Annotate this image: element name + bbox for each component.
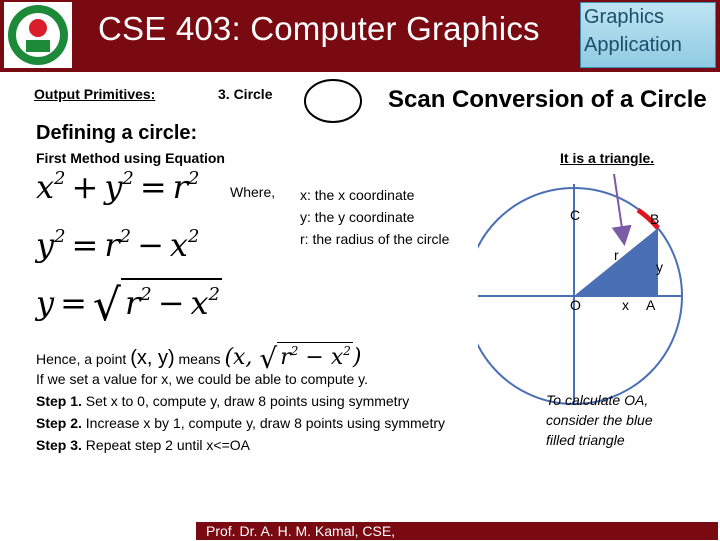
- hence-means: means: [178, 351, 221, 367]
- definition-y: y: the y coordinate: [300, 209, 415, 225]
- university-logo: [4, 2, 72, 68]
- defining-heading: Defining a circle:: [36, 122, 198, 144]
- where-label: Where,: [230, 184, 276, 200]
- steps-block: [36, 368, 445, 456]
- side-note: To calculate OA, consider the blue filled triangle: [546, 392, 653, 448]
- topic-label: 3. Circle: [218, 86, 273, 102]
- tag-line-2: Application: [584, 34, 682, 56]
- slide-title: CSE 403: Computer Graphics: [98, 10, 540, 47]
- hence-prefix: Hence, a point: [36, 351, 127, 367]
- step-3: Step 3. Repeat step 2 until x<=OA: [36, 437, 251, 453]
- circle-icon: [300, 76, 366, 126]
- pointer-arrow: [614, 174, 624, 242]
- equation-circle: $x^2 + y^2 = r^2$: [36, 168, 200, 206]
- tag-line-1: Graphics: [584, 6, 665, 28]
- step-2: Step 2. Increase x by 1, compute y, draw 8 points using symmetry: [36, 415, 446, 431]
- slide-heading: Scan Conversion of a Circle: [388, 86, 707, 113]
- label-a: A: [646, 297, 656, 313]
- footer-bar: [196, 522, 718, 540]
- equation-y-squared: $y^2 = r^2 - x^2$: [36, 226, 200, 264]
- method-label: First Method using Equation: [36, 150, 225, 166]
- compute-line: If we set a value for x, we could be able to compute y.: [36, 371, 369, 387]
- label-x: x: [622, 297, 629, 313]
- label-y: y: [656, 259, 663, 275]
- footer-text: Prof. Dr. A. H. M. Kamal, CSE,: [206, 523, 396, 539]
- section-label: Output Primitives:: [34, 86, 156, 102]
- label-r: r: [614, 247, 619, 263]
- label-o: O: [570, 297, 581, 313]
- label-b: B: [650, 211, 660, 227]
- triangle-note: It is a triangle.: [560, 150, 655, 166]
- circle-diagram: [478, 170, 718, 410]
- step-1: Step 1. Set x to 0, compute y, draw 8 points using symmetry: [36, 393, 410, 409]
- variable-definitions: [300, 184, 449, 250]
- hence-point: (x, y): [130, 347, 175, 369]
- point-formula: (x, √ $r^2 - x^2$): [224, 342, 362, 375]
- equation-y-sqrt: y = √ $r^2 - x^2$: [36, 280, 220, 331]
- label-c: C: [570, 207, 581, 223]
- graphics-application-tag: [580, 2, 716, 68]
- definition-r: r: the radius of the circle: [300, 231, 450, 247]
- definition-x: x: the x coordinate: [300, 187, 415, 203]
